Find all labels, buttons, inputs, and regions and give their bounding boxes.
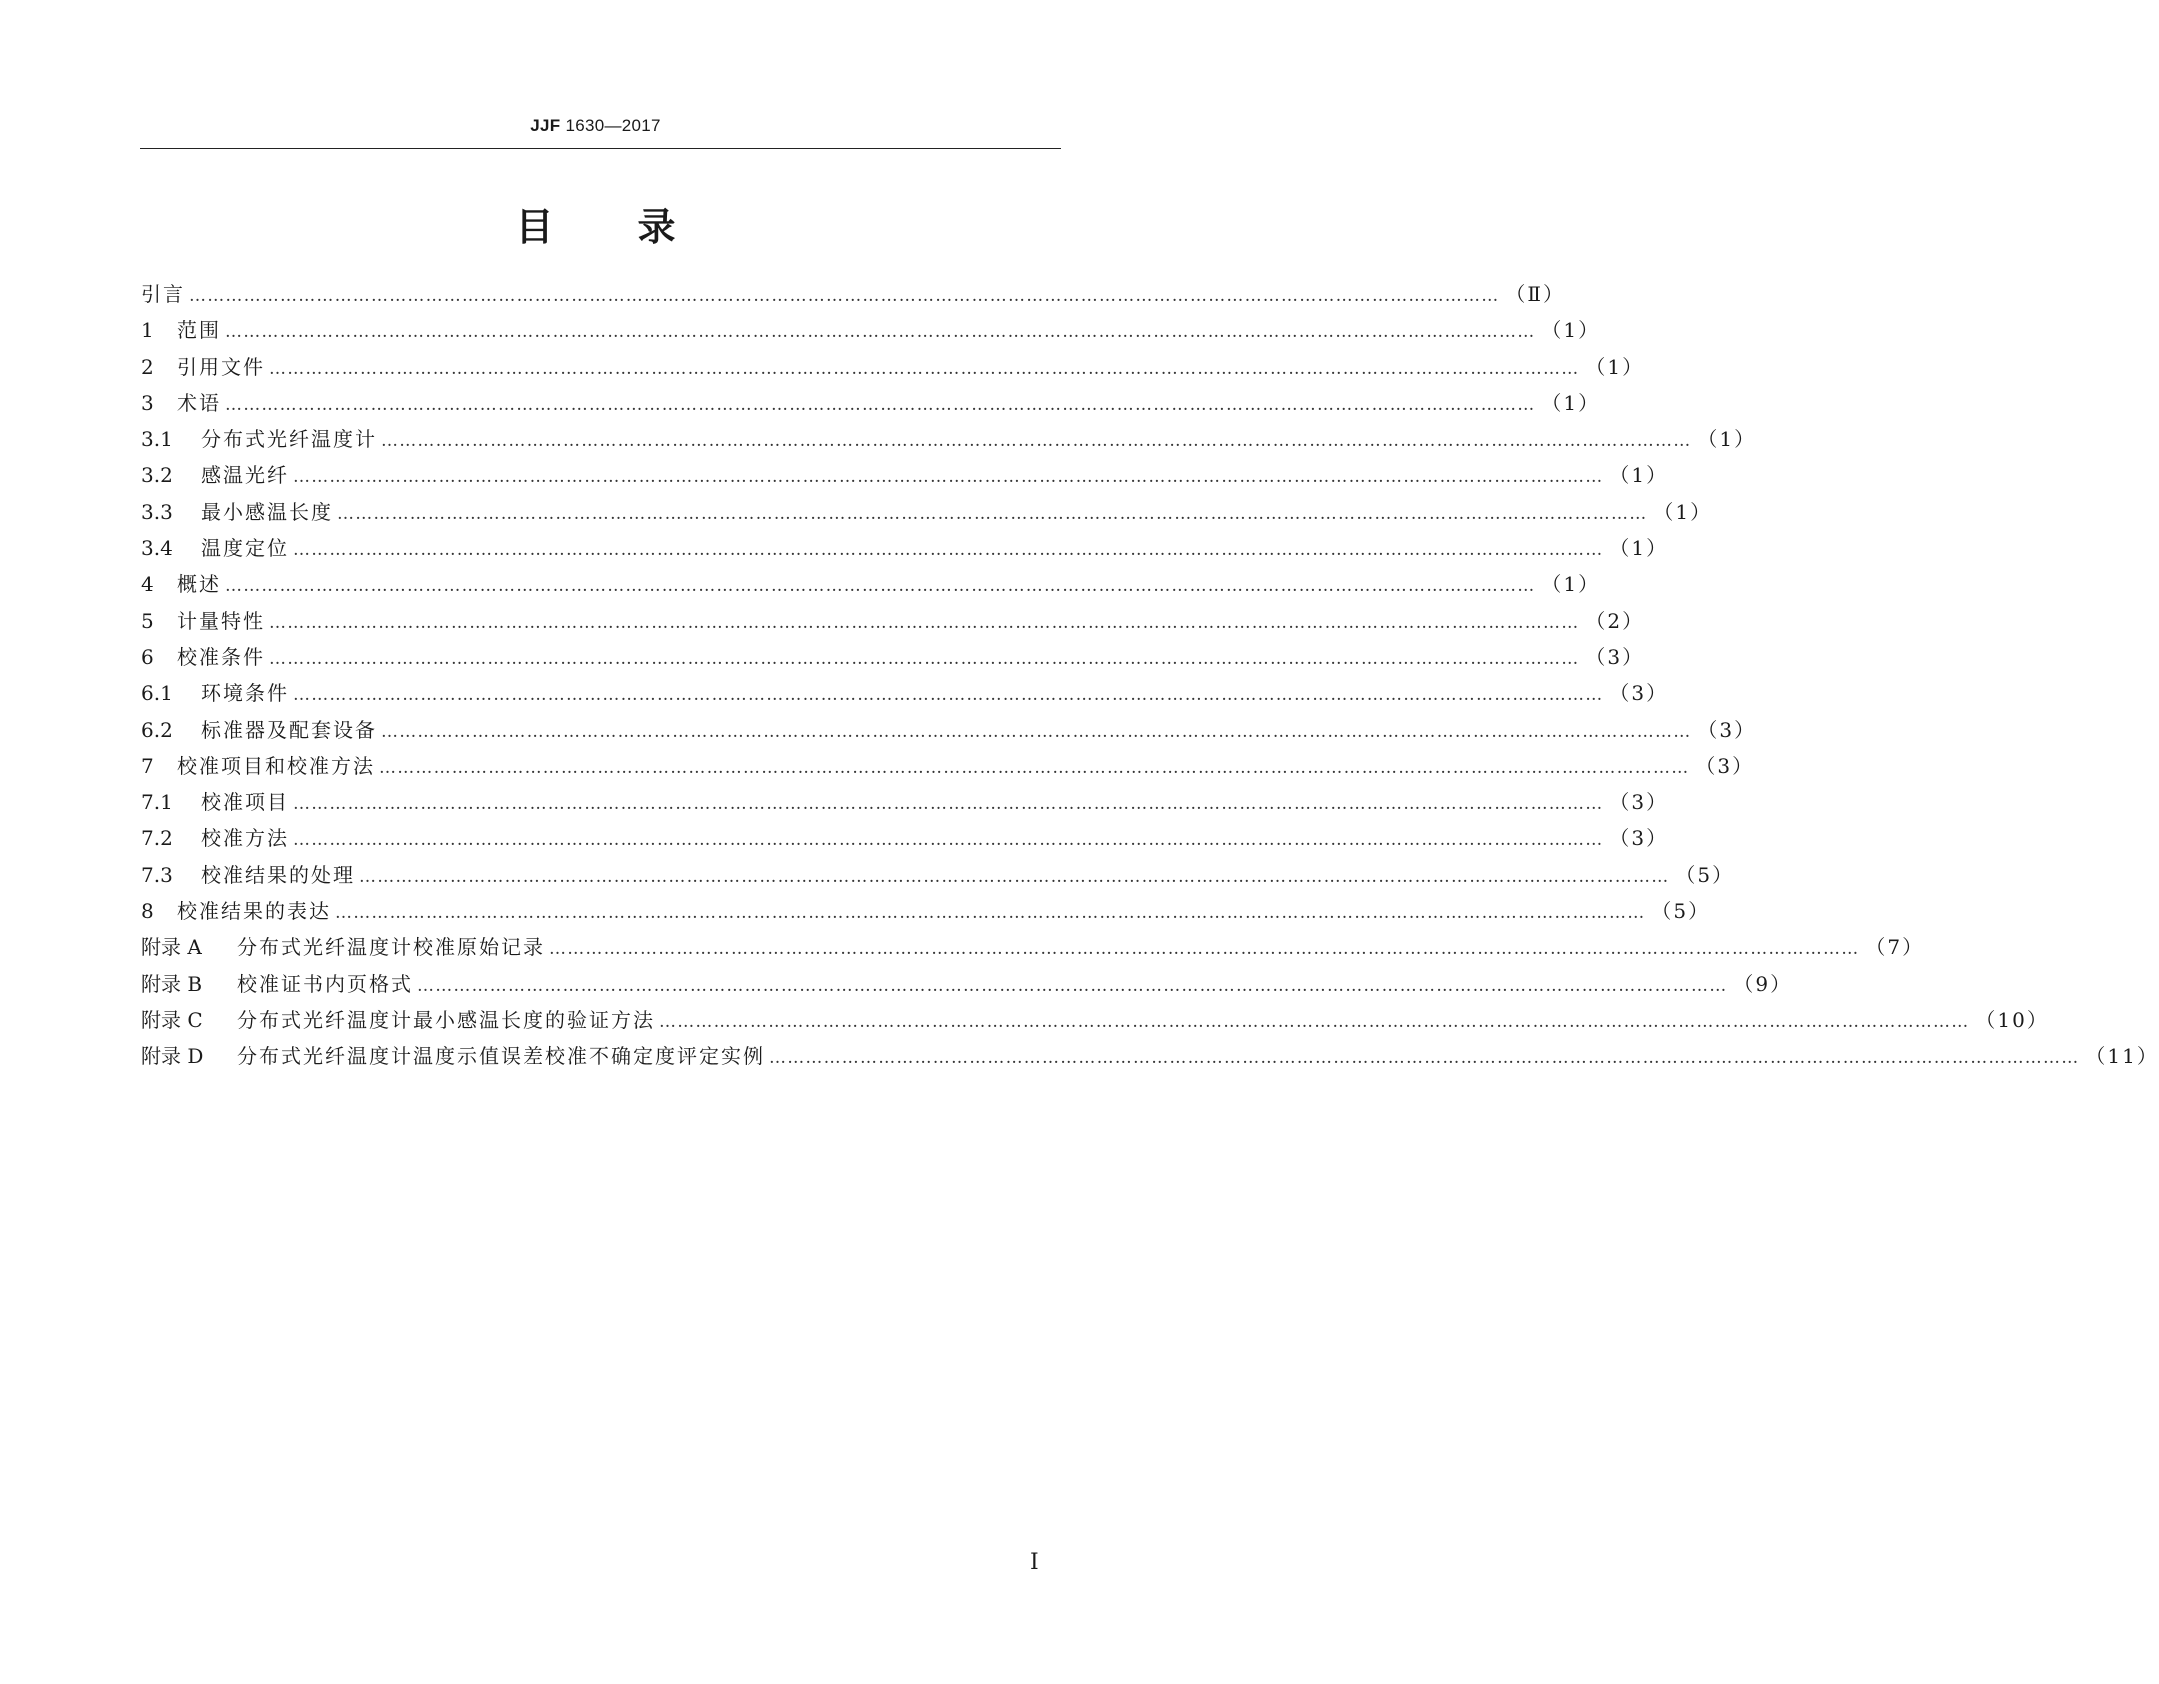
toc-number: 附录 C xyxy=(141,1007,203,1032)
toc-entry-7[interactable] xyxy=(141,748,1755,784)
toc-title: 范围 xyxy=(177,318,221,343)
toc-entry-1[interactable] xyxy=(141,312,1601,348)
page-number: Ⅰ xyxy=(1030,1550,1039,1575)
toc-page: （1） xyxy=(1609,536,1669,561)
toc-page: （1） xyxy=(1541,572,1601,597)
toc-page: （1） xyxy=(1697,427,1757,452)
toc-leader: ……………………………………………………………………………………………………………………………………………………………………………………………… xyxy=(379,757,1690,778)
toc-leader: ……………………………………………………………………………………………………………………………………………………………………………………………… xyxy=(269,612,1580,633)
toc-title: 温度定位 xyxy=(201,536,289,561)
toc-title: 分布式光纤温度计最小感温长度的验证方法 xyxy=(237,1007,655,1032)
toc-number: 6.1 xyxy=(141,681,173,706)
toc-entry-6-2[interactable] xyxy=(141,712,1757,748)
toc-title: 校准条件 xyxy=(177,644,265,669)
toc-number: 7.2 xyxy=(141,826,173,851)
toc-leader: ……………………………………………………………………………………………………………………………………………………………………………………………… xyxy=(269,358,1580,379)
toc-title: 分布式光纤温度计校准原始记录 xyxy=(237,935,545,960)
toc-leader: ……………………………………………………………………………………………………………………………………………………………………………………………… xyxy=(293,830,1604,851)
toc-page: （1） xyxy=(1609,463,1669,488)
toc-number: 附录 D xyxy=(141,1044,204,1069)
toc-title: 校准结果的处理 xyxy=(201,862,355,887)
table-of-contents xyxy=(141,276,2159,1075)
toc-leader: ……………………………………………………………………………………………………………………………………………………………………………………………… xyxy=(225,576,1536,597)
toc-page: （3） xyxy=(1609,826,1669,851)
toc-number: 7 xyxy=(141,753,154,778)
toc-title: 标准器及配套设备 xyxy=(201,717,377,742)
toc-leader: ……………………………………………………………………………………………………………………………………………………………………………………………… xyxy=(335,903,1646,924)
toc-number: 3.1 xyxy=(141,427,173,452)
document-header xyxy=(0,116,1191,136)
toc-page: （3） xyxy=(1695,753,1755,778)
toc-leader: ……………………………………………………………………………………………………………………………………………………………………………………………… xyxy=(293,540,1604,561)
toc-page: （5） xyxy=(1651,899,1711,924)
toc-title: 术语 xyxy=(177,390,221,415)
toc-number: 8 xyxy=(141,899,154,924)
toc-title: 分布式光纤温度计 xyxy=(201,427,377,452)
toc-leader: ……………………………………………………………………………………………………………………………………………………………………………………………… xyxy=(189,286,1500,306)
toc-page: （5） xyxy=(1675,862,1735,887)
toc-leader: ……………………………………………………………………………………………………………………………………………………………………………………………… xyxy=(769,1048,2080,1069)
toc-number: 3.3 xyxy=(141,499,173,524)
toc-page: （3） xyxy=(1585,644,1645,669)
toc-title: 校准证书内页格式 xyxy=(237,971,413,996)
toc-page: （Ⅱ） xyxy=(1505,282,1565,306)
toc-entry-2[interactable] xyxy=(141,349,1645,385)
toc-page: （1） xyxy=(1585,354,1645,379)
toc-entry-7-1[interactable] xyxy=(141,784,1669,820)
toc-number: 7.1 xyxy=(141,790,173,815)
toc-entry-6[interactable] xyxy=(141,639,1645,675)
toc-entry-7-3[interactable] xyxy=(141,857,1735,893)
toc-title: 引言 xyxy=(141,282,185,306)
toc-page: （3） xyxy=(1609,790,1669,815)
toc-page: （10） xyxy=(1975,1007,2049,1032)
toc-entry-appendix-c[interactable] xyxy=(141,1002,2049,1038)
toc-leader: ……………………………………………………………………………………………………………………………………………………………………………………………… xyxy=(359,866,1670,887)
toc-entry-4[interactable] xyxy=(141,566,1601,602)
toc-leader: ……………………………………………………………………………………………………………………………………………………………………………………………… xyxy=(381,721,1692,742)
toc-entry-3[interactable] xyxy=(141,385,1601,421)
toc-leader: ……………………………………………………………………………………………………………………………………………………………………………………………… xyxy=(659,1011,1970,1032)
toc-title: 计量特性 xyxy=(177,608,265,633)
toc-number: 6 xyxy=(141,644,154,669)
toc-number: 2 xyxy=(141,354,154,379)
standard-prefix: JJF xyxy=(530,116,561,135)
toc-leader: ……………………………………………………………………………………………………………………………………………………………………………………………… xyxy=(381,431,1692,452)
title-char-2: 录 xyxy=(637,205,676,249)
toc-entry-appendix-b[interactable] xyxy=(141,966,1793,1002)
toc-number: 4 xyxy=(141,572,154,597)
header-rule xyxy=(140,148,1061,149)
toc-entry-3-2[interactable] xyxy=(141,457,1669,493)
toc-number: 7.3 xyxy=(141,862,173,887)
toc-number: 5 xyxy=(141,608,154,633)
toc-title: 校准项目 xyxy=(201,790,289,815)
toc-page: （9） xyxy=(1733,971,1793,996)
toc-title: 感温光纤 xyxy=(201,463,289,488)
toc-entry-3-1[interactable] xyxy=(141,421,1757,457)
toc-number: 3.4 xyxy=(141,536,173,561)
toc-entry-appendix-d[interactable] xyxy=(141,1038,2159,1074)
toc-number: 6.2 xyxy=(141,717,173,742)
page-title xyxy=(0,196,1191,251)
toc-number: 3.2 xyxy=(141,463,173,488)
toc-title: 概述 xyxy=(177,572,221,597)
toc-page: （3） xyxy=(1697,717,1757,742)
toc-number: 附录 A xyxy=(141,935,202,960)
toc-leader: ……………………………………………………………………………………………………………………………………………………………………………………………… xyxy=(417,975,1728,996)
toc-leader: ……………………………………………………………………………………………………………………………………………………………………………………………… xyxy=(549,939,1860,960)
toc-page: （7） xyxy=(1865,935,1925,960)
toc-number: 附录 B xyxy=(141,971,203,996)
toc-entry-3-4[interactable] xyxy=(141,530,1669,566)
toc-entry-intro[interactable] xyxy=(141,276,1565,312)
toc-title: 校准结果的表达 xyxy=(177,899,331,924)
toc-page: （1） xyxy=(1541,390,1601,415)
toc-entry-5[interactable] xyxy=(141,603,1645,639)
toc-entry-appendix-a[interactable] xyxy=(141,929,1925,965)
toc-entry-6-1[interactable] xyxy=(141,675,1669,711)
toc-leader: ……………………………………………………………………………………………………………………………………………………………………………………………… xyxy=(293,794,1604,815)
toc-page: （3） xyxy=(1609,681,1669,706)
toc-leader: ……………………………………………………………………………………………………………………………………………………………………………………………… xyxy=(269,648,1580,669)
toc-page: （1） xyxy=(1653,499,1713,524)
toc-title: 分布式光纤温度计温度示值误差校准不确定度评定实例 xyxy=(237,1044,765,1069)
toc-entry-3-3[interactable] xyxy=(141,494,1713,530)
title-char-1: 目 xyxy=(515,205,554,249)
toc-leader: ……………………………………………………………………………………………………………………………………………………………………………………………… xyxy=(225,394,1536,415)
toc-title: 校准方法 xyxy=(201,826,289,851)
toc-title: 最小感温长度 xyxy=(201,499,333,524)
toc-page: （1） xyxy=(1541,318,1601,343)
toc-title: 环境条件 xyxy=(201,681,289,706)
toc-page: （2） xyxy=(1585,608,1645,633)
toc-number: 3 xyxy=(141,390,154,415)
toc-leader: ……………………………………………………………………………………………………………………………………………………………………………………………… xyxy=(293,685,1604,706)
toc-title: 引用文件 xyxy=(177,354,265,379)
toc-leader: ……………………………………………………………………………………………………………………………………………………………………………………………… xyxy=(337,503,1648,524)
toc-number: 1 xyxy=(141,318,154,343)
standard-code: 1630—2017 xyxy=(565,116,661,135)
toc-page: （11） xyxy=(2085,1044,2159,1069)
toc-title: 校准项目和校准方法 xyxy=(177,753,375,778)
toc-entry-8[interactable] xyxy=(141,893,1711,929)
toc-leader: ……………………………………………………………………………………………………………………………………………………………………………………………… xyxy=(225,322,1536,343)
toc-entry-7-2[interactable] xyxy=(141,820,1669,856)
toc-leader: ……………………………………………………………………………………………………………………………………………………………………………………………… xyxy=(293,467,1604,488)
